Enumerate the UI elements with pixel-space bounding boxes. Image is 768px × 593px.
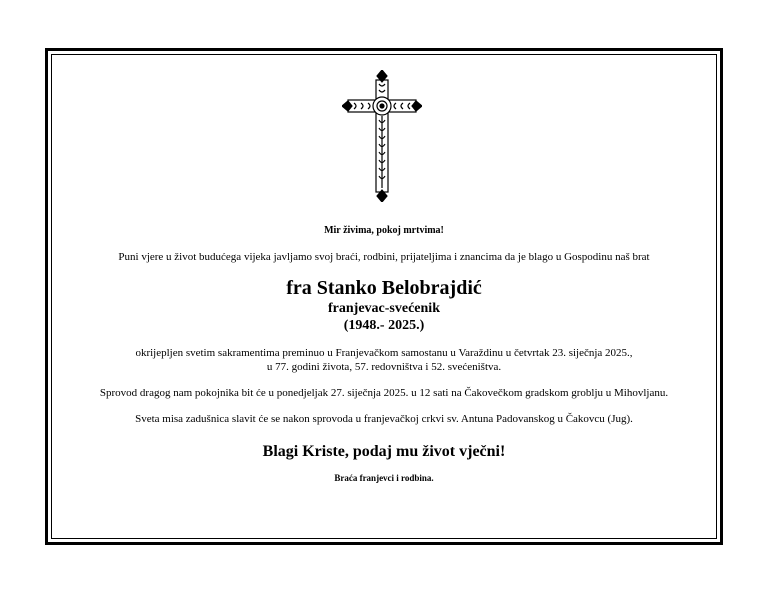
greeting-text: Mir živima, pokoj mrtvima!: [324, 225, 444, 236]
notice-content: [55, 224, 713, 484]
funeral-text: Sprovod dragog nam pokojnika bit će u ponedjeljak 27. siječnja 2025. u 12 sati na Čakovečkom gradskom groblju u Mihovljanu.: [99, 387, 669, 399]
mass-text: Sveta misa zadušnica slavit će se nakon sprovoda u franjevačkoj crkvi sv. Antuna Padovanskog u Čakovcu (Jug).: [135, 413, 633, 425]
closing-prayer: Blagi Kriste, podaj mu život vječni!: [262, 443, 506, 460]
ornate-cross-icon: [342, 70, 422, 202]
death-line-2: u 77. godini života, 57. redovništva i 52. svećeništva.: [266, 361, 502, 373]
deceased-role: franjevac-svećenik: [328, 301, 440, 316]
death-line-1: okrijepljen svetim sakramentima preminuo u Franjevačkom samostanu u Varaždinu u četvrtak 23. siječnja 2025.,: [135, 347, 633, 359]
life-years: (1948.- 2025.): [343, 318, 425, 333]
intro-text: Puni vjere u život budućega vijeka javljamo svoj braći, rodbini, prijateljima i znancima da je blago u Gospodinu naš brat: [118, 251, 650, 263]
signature-text: Braća franjevci i rodbina.: [334, 473, 434, 483]
deceased-name: fra Stanko Belobrajdić: [286, 277, 482, 299]
